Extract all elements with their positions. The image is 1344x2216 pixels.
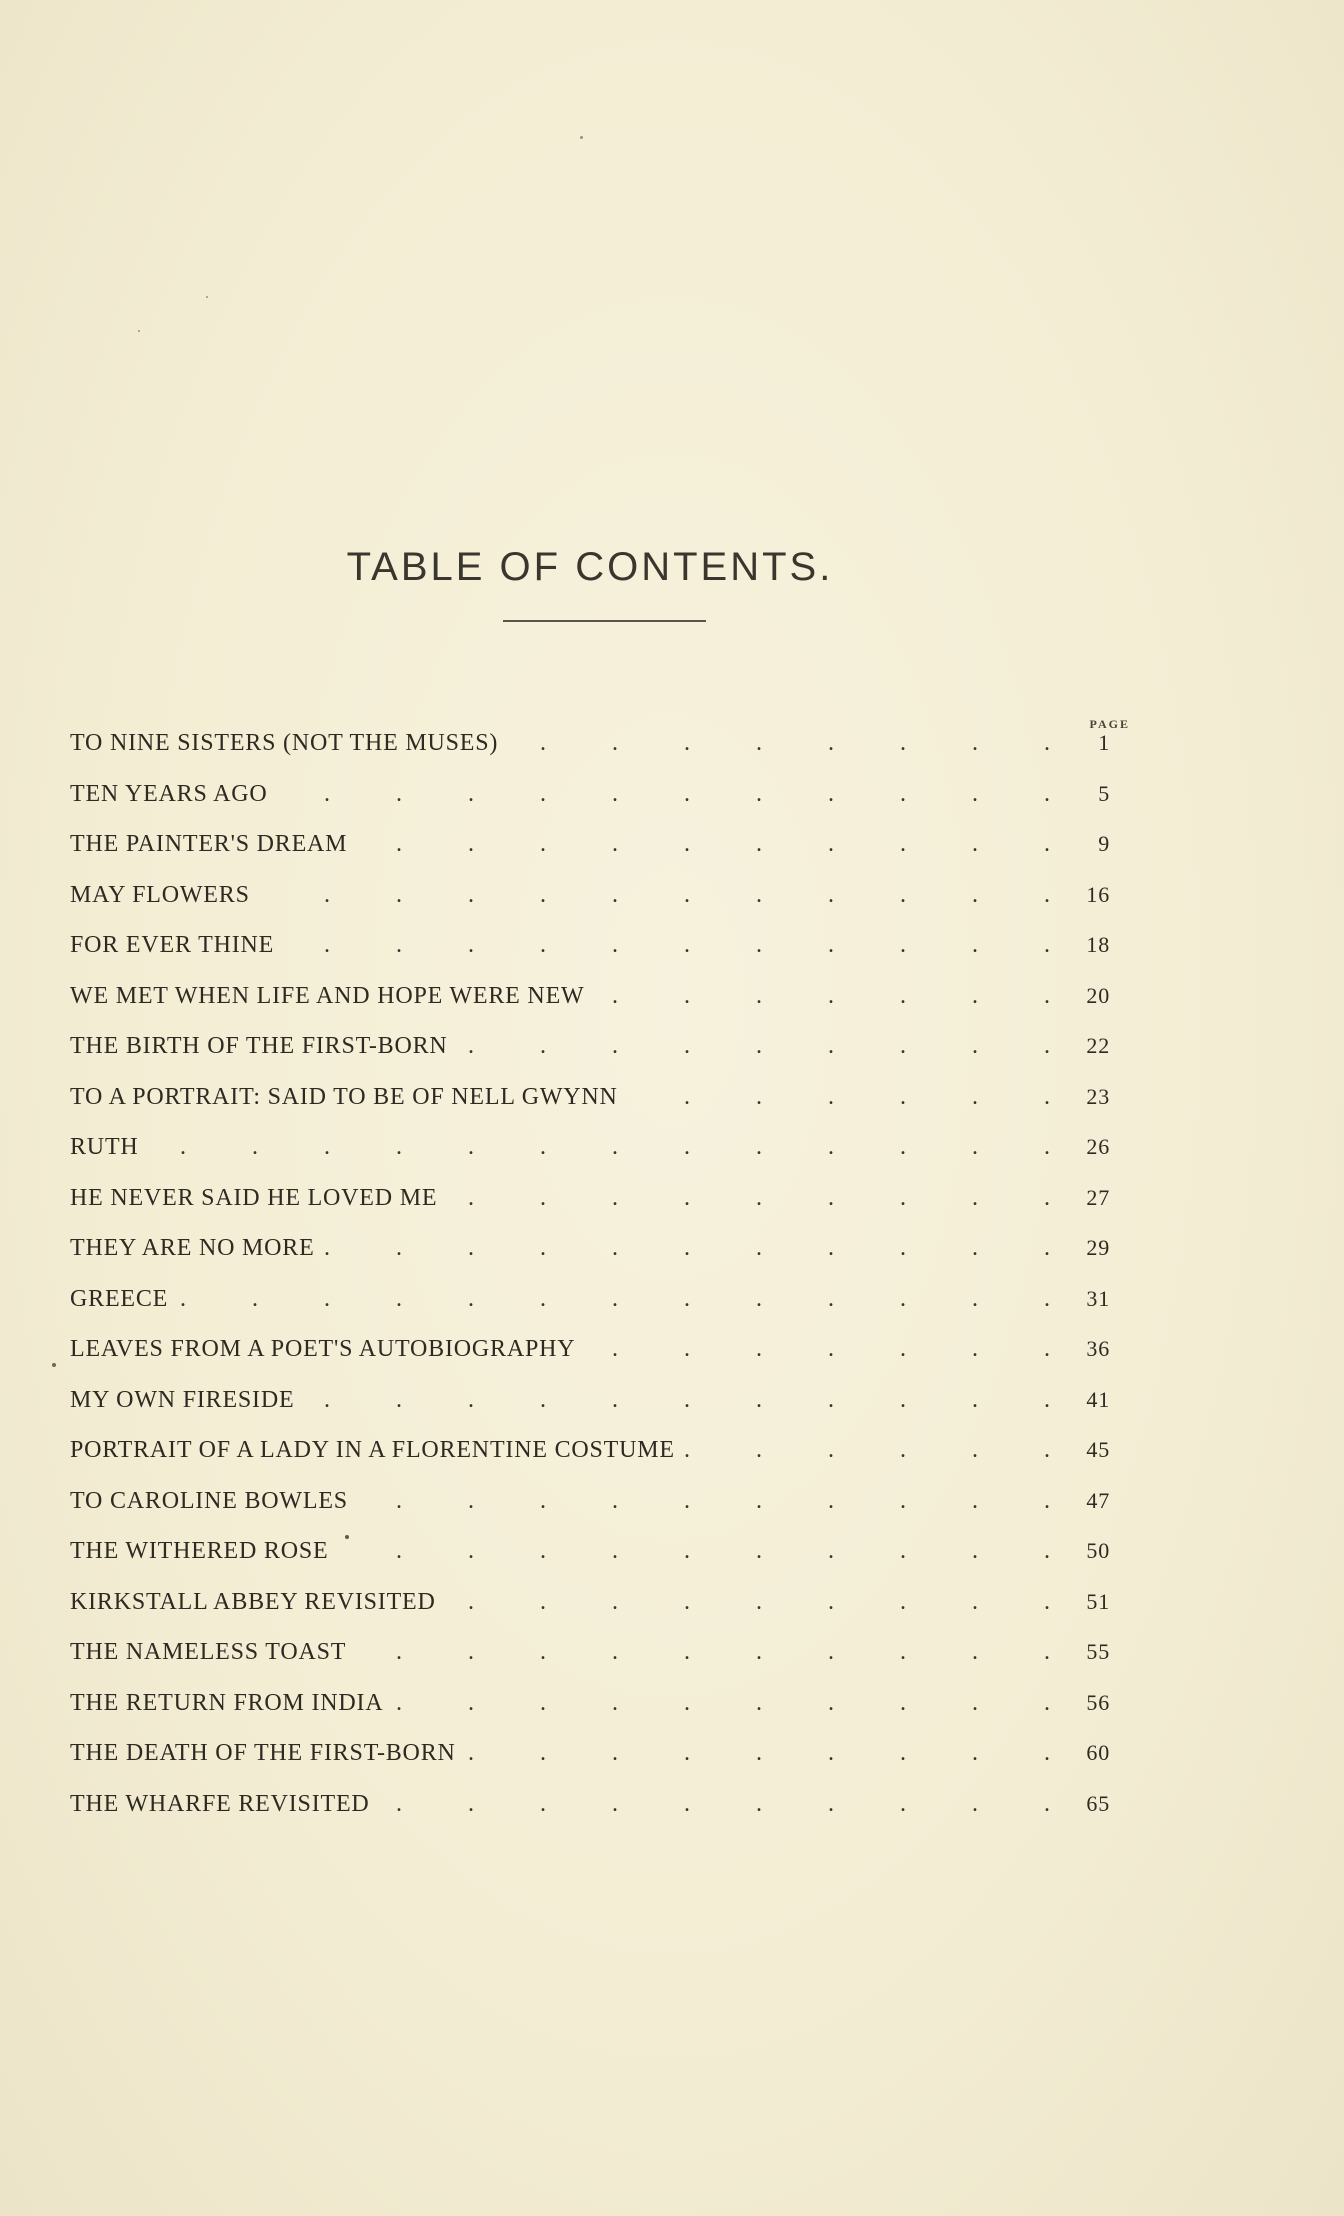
entry-page-number: 55 (1086, 1639, 1110, 1664)
paper-speck (206, 296, 208, 298)
entry-title: THE WHARFE REVISITED (70, 1790, 370, 1817)
toc-entry[interactable] (70, 1639, 1110, 1690)
dot-leader (149, 1134, 1050, 1161)
dot-leader (278, 781, 1050, 808)
entry-title: TEN YEARS AGO (70, 780, 268, 807)
dot-leader (338, 1538, 1050, 1565)
toc-entry[interactable] (70, 1235, 1110, 1286)
entry-page-number: 26 (1086, 1134, 1110, 1159)
dot-leader (358, 1488, 1050, 1515)
entry-page-number: 36 (1086, 1336, 1110, 1361)
entry-page-number: 50 (1086, 1538, 1110, 1563)
toc-entry[interactable] (70, 1740, 1110, 1791)
toc-entry[interactable] (70, 1387, 1110, 1438)
entry-page-number: 31 (1086, 1285, 1110, 1311)
toc-entry[interactable] (70, 983, 1110, 1034)
entry-page-number: 60 (1086, 1740, 1110, 1765)
dot-leader (284, 932, 1050, 959)
toc-entry[interactable] (70, 1084, 1110, 1135)
entry-title: TO A PORTRAIT: SAID TO BE OF NELL GWYNN (70, 1083, 618, 1110)
entry-page-number: 18 (1086, 932, 1110, 957)
paper-speck (138, 330, 140, 332)
dot-leader (357, 831, 1050, 858)
entry-page-number: 27 (1086, 1184, 1110, 1210)
dot-leader (380, 1791, 1050, 1818)
entry-title: LEAVES FROM A POET'S AUTOBIOGRAPHY (70, 1336, 576, 1362)
dot-leader (178, 1286, 1050, 1313)
dot-leader (585, 1336, 1050, 1363)
entry-page-number: 65 (1086, 1790, 1110, 1816)
toc-entry[interactable] (70, 730, 1110, 781)
entry-page-number: 51 (1086, 1588, 1110, 1614)
page-column-label: PAGE (1089, 717, 1130, 731)
dot-leader (260, 882, 1050, 909)
dot-leader (447, 1185, 1050, 1212)
entry-page-number: 9 (1098, 831, 1110, 856)
entry-title: THE NAMELESS TOAST (70, 1639, 347, 1665)
entry-title: FOR EVER THINE (70, 932, 275, 958)
toc-entry[interactable] (70, 1538, 1110, 1589)
toc-entry[interactable] (70, 1286, 1110, 1337)
dot-leader (466, 1740, 1050, 1767)
dot-leader (356, 1639, 1050, 1666)
entry-title: THE RETURN FROM INDIA (70, 1689, 384, 1716)
entry-page-number: 45 (1086, 1437, 1110, 1462)
dot-leader (304, 1387, 1050, 1414)
dot-leader (628, 1084, 1050, 1111)
toc-entry[interactable] (70, 1488, 1110, 1539)
entry-title: PORTRAIT OF A LADY IN A FLORENTINE COSTUME (70, 1437, 675, 1463)
contents-list (70, 730, 1110, 1841)
entry-page-number: 47 (1086, 1487, 1110, 1513)
entry-page-number: 23 (1086, 1083, 1110, 1109)
entry-title: TO NINE SISTERS (NOT THE MUSES) (70, 730, 499, 756)
entry-page-number: 5 (1098, 780, 1110, 806)
entry-title: THE WITHERED ROSE (70, 1538, 329, 1564)
entry-title: THE BIRTH OF THE FIRST-BORN (70, 1033, 448, 1059)
entry-title: MY OWN FIRESIDE (70, 1386, 295, 1413)
dot-leader (393, 1690, 1050, 1717)
toc-entry[interactable] (70, 831, 1110, 882)
toc-entry[interactable] (70, 1185, 1110, 1236)
toc-entry[interactable] (70, 1033, 1110, 1084)
dot-leader (685, 1437, 1050, 1464)
toc-entry[interactable] (70, 1134, 1110, 1185)
entry-page-number: 20 (1086, 982, 1110, 1008)
paper-speck (52, 1363, 56, 1367)
toc-entry[interactable] (70, 932, 1110, 983)
entry-page-number: 22 (1086, 1033, 1110, 1058)
entry-page-number: 56 (1086, 1689, 1110, 1715)
entry-title: WE MET WHEN LIFE AND HOPE WERE NEW (70, 982, 585, 1009)
dot-leader (594, 983, 1050, 1010)
entry-title: RUTH (70, 1134, 139, 1160)
toc-entry[interactable] (70, 1589, 1110, 1640)
entry-title: MAY FLOWERS (70, 881, 250, 908)
entry-page-number: 41 (1086, 1386, 1110, 1412)
entry-title: THE PAINTER'S DREAM (70, 831, 348, 857)
toc-entry[interactable] (70, 1791, 1110, 1842)
page-title: TABLE OF CONTENTS. (346, 544, 834, 589)
entry-title: HE NEVER SAID HE LOVED ME (70, 1184, 438, 1211)
entry-page-number: 16 (1086, 881, 1110, 907)
paper-speck (580, 136, 583, 139)
title-rule (503, 620, 706, 622)
dot-leader (458, 1033, 1050, 1060)
entry-title: THEY ARE NO MORE (70, 1235, 315, 1261)
toc-entry[interactable] (70, 781, 1110, 832)
toc-entry[interactable] (70, 1336, 1110, 1387)
entry-page-number: 29 (1086, 1235, 1110, 1260)
entry-page-number: 1 (1098, 730, 1110, 755)
entry-title: THE DEATH OF THE FIRST-BORN (70, 1740, 456, 1766)
toc-entry[interactable] (70, 1690, 1110, 1741)
dot-leader (446, 1589, 1050, 1616)
toc-entry[interactable] (70, 1437, 1110, 1488)
entry-title: GREECE (70, 1285, 169, 1312)
dot-leader (508, 730, 1050, 757)
entry-title: TO CAROLINE BOWLES (70, 1487, 348, 1514)
toc-entry[interactable] (70, 882, 1110, 933)
entry-title: KIRKSTALL ABBEY REVISITED (70, 1588, 436, 1615)
dot-leader (325, 1235, 1050, 1262)
